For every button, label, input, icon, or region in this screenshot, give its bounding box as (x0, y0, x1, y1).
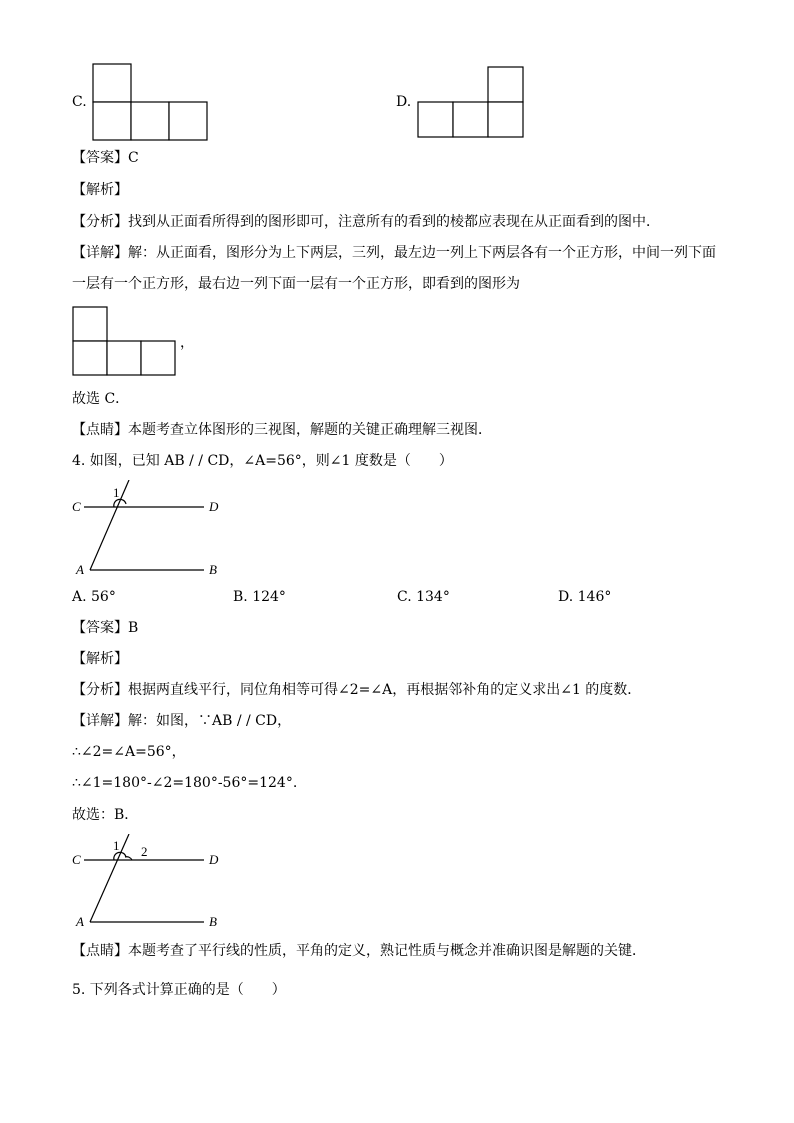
q3-choice: 故选 C． (72, 391, 130, 407)
option-d-square-3 (488, 102, 523, 137)
option-c-figure (90, 62, 212, 142)
front-view-square-3 (141, 341, 175, 375)
q4-analysis-heading: 【解析】 (72, 651, 128, 667)
q3-fenxi: 【分析】找到从正面看所得到的图形即可，注意所有的看到的棱都应表现在从正面看到的图中． (72, 214, 660, 230)
label-a: A (76, 562, 84, 577)
option-c-square-3 (169, 102, 207, 140)
option-d-square-1 (418, 102, 453, 137)
option-c-square-top (93, 64, 131, 102)
q5-question: 5. 下列各式计算正确的是（ ） (72, 982, 286, 998)
q3-front-view-figure (70, 305, 180, 379)
option-c-label: C. (72, 94, 87, 110)
transversal-line (90, 480, 129, 570)
label-angle-2: 2 (141, 844, 148, 859)
q4-option-a: A. 56° (72, 589, 116, 605)
option-c-square-2 (131, 102, 169, 140)
option-d-figure (414, 64, 528, 140)
q4-option-b: B. 124° (233, 589, 286, 605)
option-c-square-1 (93, 102, 131, 140)
front-view-square-1 (73, 341, 107, 375)
q4-option-c: C. 134° (397, 589, 450, 605)
q4-xiangjie: 【详解】解：如图，∵AB / / CD， (72, 713, 292, 729)
q4-step-1: ∴∠2=∠A=56°， (72, 744, 186, 760)
transversal-line-2 (90, 834, 129, 922)
label-b-2: B (209, 914, 217, 929)
option-d-label: D. (396, 94, 412, 110)
q4-figure (68, 480, 238, 580)
q3-xiangjie-line2: 一层有一个正方形，最右边一列下面一层有一个正方形，即看到的图形为 (72, 276, 520, 292)
q4-fenxi: 【分析】根据两直线平行，同位角相等可得∠2=∠A，再根据邻补角的定义求出∠1 的度数． (72, 682, 642, 698)
option-d-square-2 (453, 102, 488, 137)
label-c-2: C (72, 852, 81, 867)
q3-answer: 【答案】C (72, 150, 139, 166)
q4-option-d: D. 146° (558, 589, 612, 605)
q4-dianjing: 【点睛】本题考查了平行线的性质，平角的定义，熟记性质与概念并准确识图是解题的关键． (72, 943, 646, 959)
q3-figure-comma: ， (180, 335, 194, 351)
front-view-square-top (73, 307, 107, 341)
q3-dianjing: 【点睛】本题考查立体图形的三视图，解题的关键正确理解三视图． (72, 422, 492, 438)
q4-step-2: ∴∠1=180°-∠2=180°-56°=124°. (72, 775, 298, 791)
label-angle-1-2: 1 (113, 838, 120, 853)
label-b: B (209, 562, 217, 577)
q4-answer: 【答案】B (72, 620, 139, 636)
q4-choice: 故选：B． (72, 807, 139, 823)
option-d-square-top (488, 67, 523, 102)
label-angle-1: 1 (113, 485, 120, 500)
q4-question: 4. 如图，已知 AB / / CD，∠A=56°，则∠1 度数是（ ） (72, 453, 453, 469)
label-a-2: A (76, 914, 84, 929)
q3-analysis-heading: 【解析】 (72, 182, 128, 198)
q3-xiangjie-line1: 【详解】解：从正面看，图形分为上下两层，三列，最左边一列上下两层各有一个正方形，中间一列下面 (72, 245, 716, 261)
label-d-2: D (209, 852, 219, 867)
label-d: D (209, 499, 219, 514)
label-c: C (72, 499, 81, 514)
front-view-square-2 (107, 341, 141, 375)
q4-solution-figure (68, 834, 238, 934)
